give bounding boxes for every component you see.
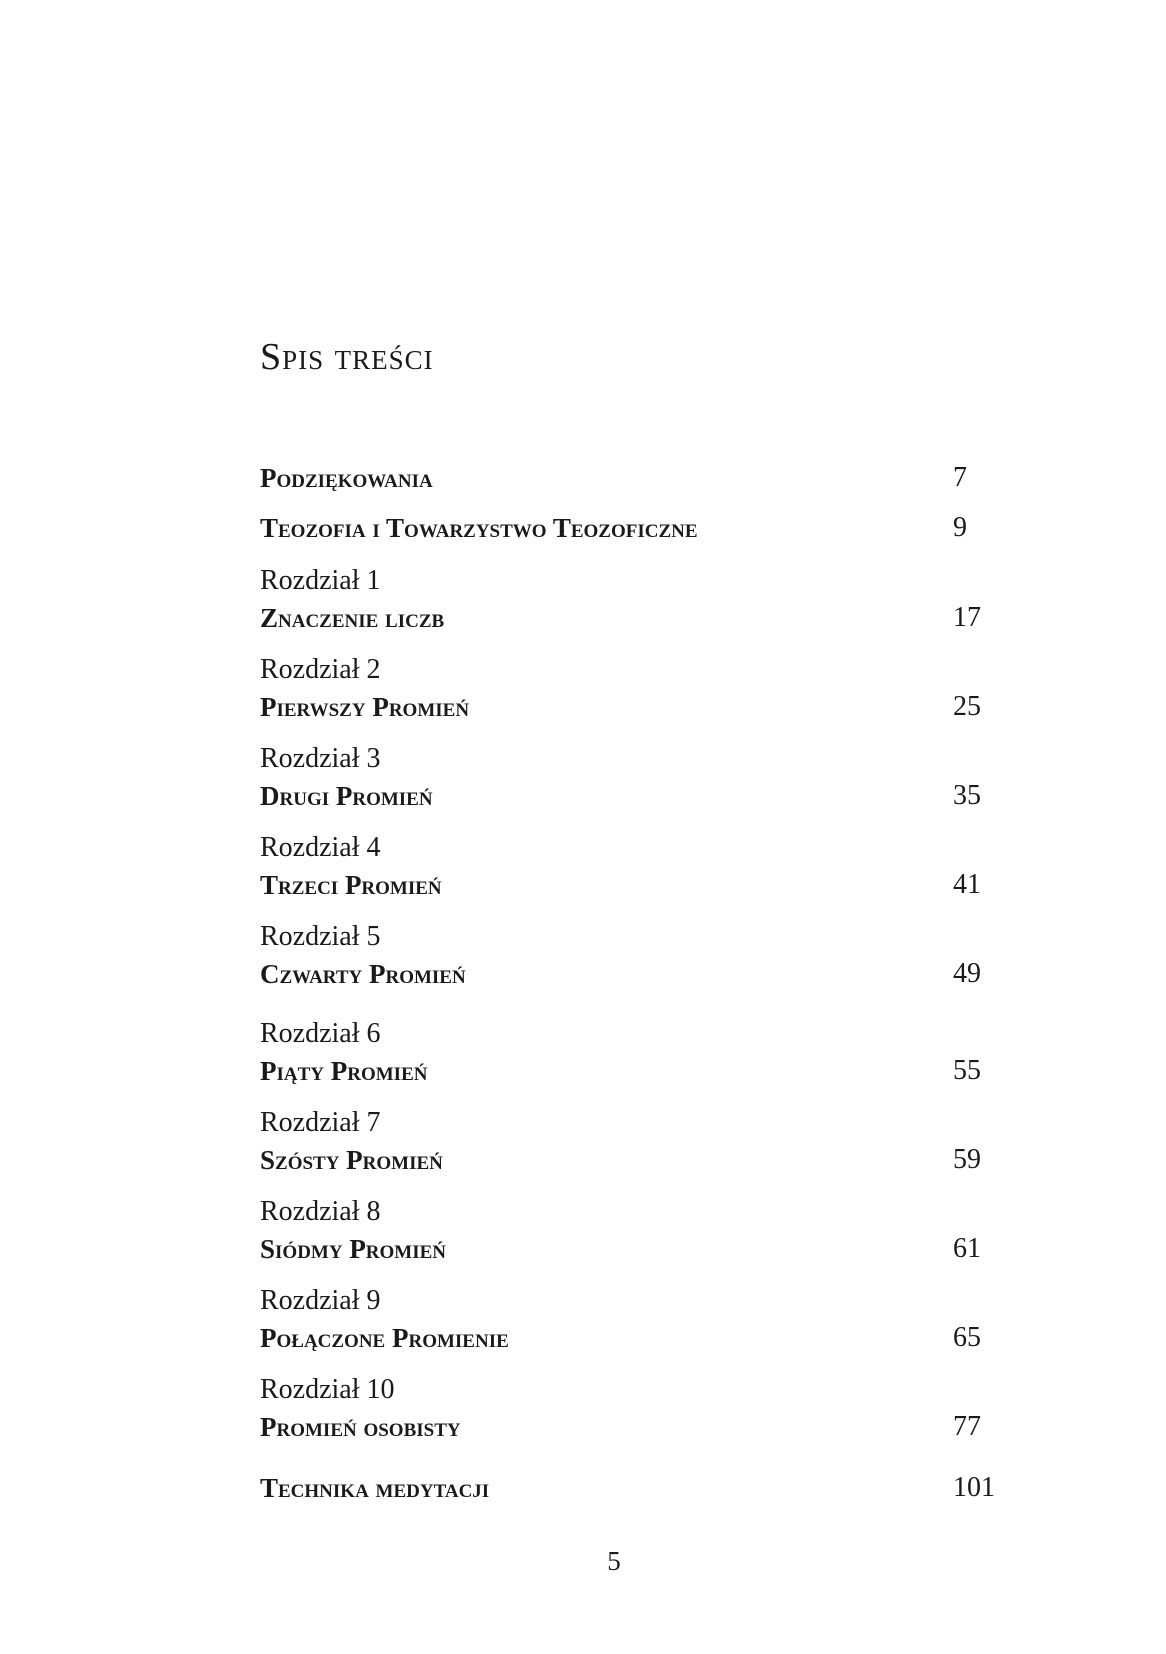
toc-entry bbox=[260, 834, 1000, 900]
toc-entry bbox=[260, 1376, 1000, 1442]
chapter-label: Rozdział 10 bbox=[260, 1374, 395, 1405]
toc-entry-title: Szósty Promień bbox=[260, 1145, 443, 1175]
toc-entry bbox=[260, 1109, 1000, 1175]
toc-entry bbox=[260, 567, 1000, 633]
chapter-label: Rozdział 2 bbox=[260, 654, 381, 685]
toc-entry bbox=[260, 656, 1000, 722]
toc-entry-line bbox=[260, 781, 1000, 811]
toc-entry-page: 35 bbox=[953, 780, 981, 811]
chapter-label: Rozdział 9 bbox=[260, 1285, 381, 1316]
toc-entry-line bbox=[260, 1234, 1000, 1264]
chapter-label: Rozdział 3 bbox=[260, 743, 381, 774]
page-title: Spis treści bbox=[260, 336, 434, 378]
chapter-label: Rozdział 7 bbox=[260, 1107, 381, 1138]
toc-entry-page: 101 bbox=[953, 1472, 995, 1503]
toc-entry-title: Pierwszy Promień bbox=[260, 692, 470, 722]
chapter-label: Rozdział 1 bbox=[260, 565, 381, 596]
toc-entry-title: Czwarty Promień bbox=[260, 959, 466, 989]
chapter-label: Rozdział 4 bbox=[260, 832, 381, 863]
toc-entry-page: 41 bbox=[953, 869, 981, 900]
toc-entry-page: 65 bbox=[953, 1322, 981, 1353]
toc-entry bbox=[260, 513, 1000, 543]
toc-entry-line bbox=[260, 1056, 1000, 1086]
chapter-label: Rozdział 8 bbox=[260, 1196, 381, 1227]
toc-entry-line bbox=[260, 959, 1000, 989]
toc-entry-line bbox=[260, 1323, 1000, 1353]
toc-entry-line bbox=[260, 463, 1000, 493]
toc-entry-line bbox=[260, 1473, 1000, 1503]
toc-entry bbox=[260, 923, 1000, 989]
chapter-label: Rozdział 6 bbox=[260, 1018, 381, 1049]
toc-entry bbox=[260, 1020, 1000, 1086]
toc-entry-title: Znaczenie liczb bbox=[260, 603, 445, 633]
toc-entry-line bbox=[260, 692, 1000, 722]
toc-entry-title: Promień osobisty bbox=[260, 1412, 461, 1442]
toc-entry-page: 61 bbox=[953, 1233, 981, 1264]
toc-entry-page: 55 bbox=[953, 1055, 981, 1086]
toc-entry-page: 59 bbox=[953, 1144, 981, 1175]
toc-entry-title: Piąty Promień bbox=[260, 1056, 428, 1086]
toc-entry-line bbox=[260, 513, 1000, 543]
toc-entry bbox=[260, 463, 1000, 493]
toc-entry-page: 9 bbox=[953, 512, 967, 543]
toc-entry-page: 25 bbox=[953, 691, 981, 722]
toc-entry-page: 49 bbox=[953, 958, 981, 989]
toc-entry bbox=[260, 1287, 1000, 1353]
toc-entry-line bbox=[260, 603, 1000, 633]
toc-entry-line bbox=[260, 1145, 1000, 1175]
toc-entry-line bbox=[260, 1412, 1000, 1442]
page-number: 5 bbox=[607, 1546, 621, 1576]
toc-entry bbox=[260, 1473, 1000, 1503]
toc-entry-title: Połączone Promienie bbox=[260, 1323, 509, 1353]
toc-entry-line bbox=[260, 870, 1000, 900]
chapter-label: Rozdział 5 bbox=[260, 921, 381, 952]
toc-entry-title: Podziękowania bbox=[260, 463, 433, 493]
toc-entry-page: 17 bbox=[953, 602, 981, 633]
toc-entry-title: Trzeci Promień bbox=[260, 870, 442, 900]
toc-entry-page: 7 bbox=[953, 462, 967, 493]
toc-entry-title: Teozofia i Towarzystwo Teozoficzne bbox=[260, 513, 698, 543]
toc-entry bbox=[260, 1198, 1000, 1264]
toc-entry-title: Siódmy Promień bbox=[260, 1234, 447, 1264]
toc-entry-page: 77 bbox=[953, 1411, 981, 1442]
toc-entry-title: Drugi Promień bbox=[260, 781, 433, 811]
toc-entry-title: Technika medytacji bbox=[260, 1473, 490, 1503]
toc-entry bbox=[260, 745, 1000, 811]
